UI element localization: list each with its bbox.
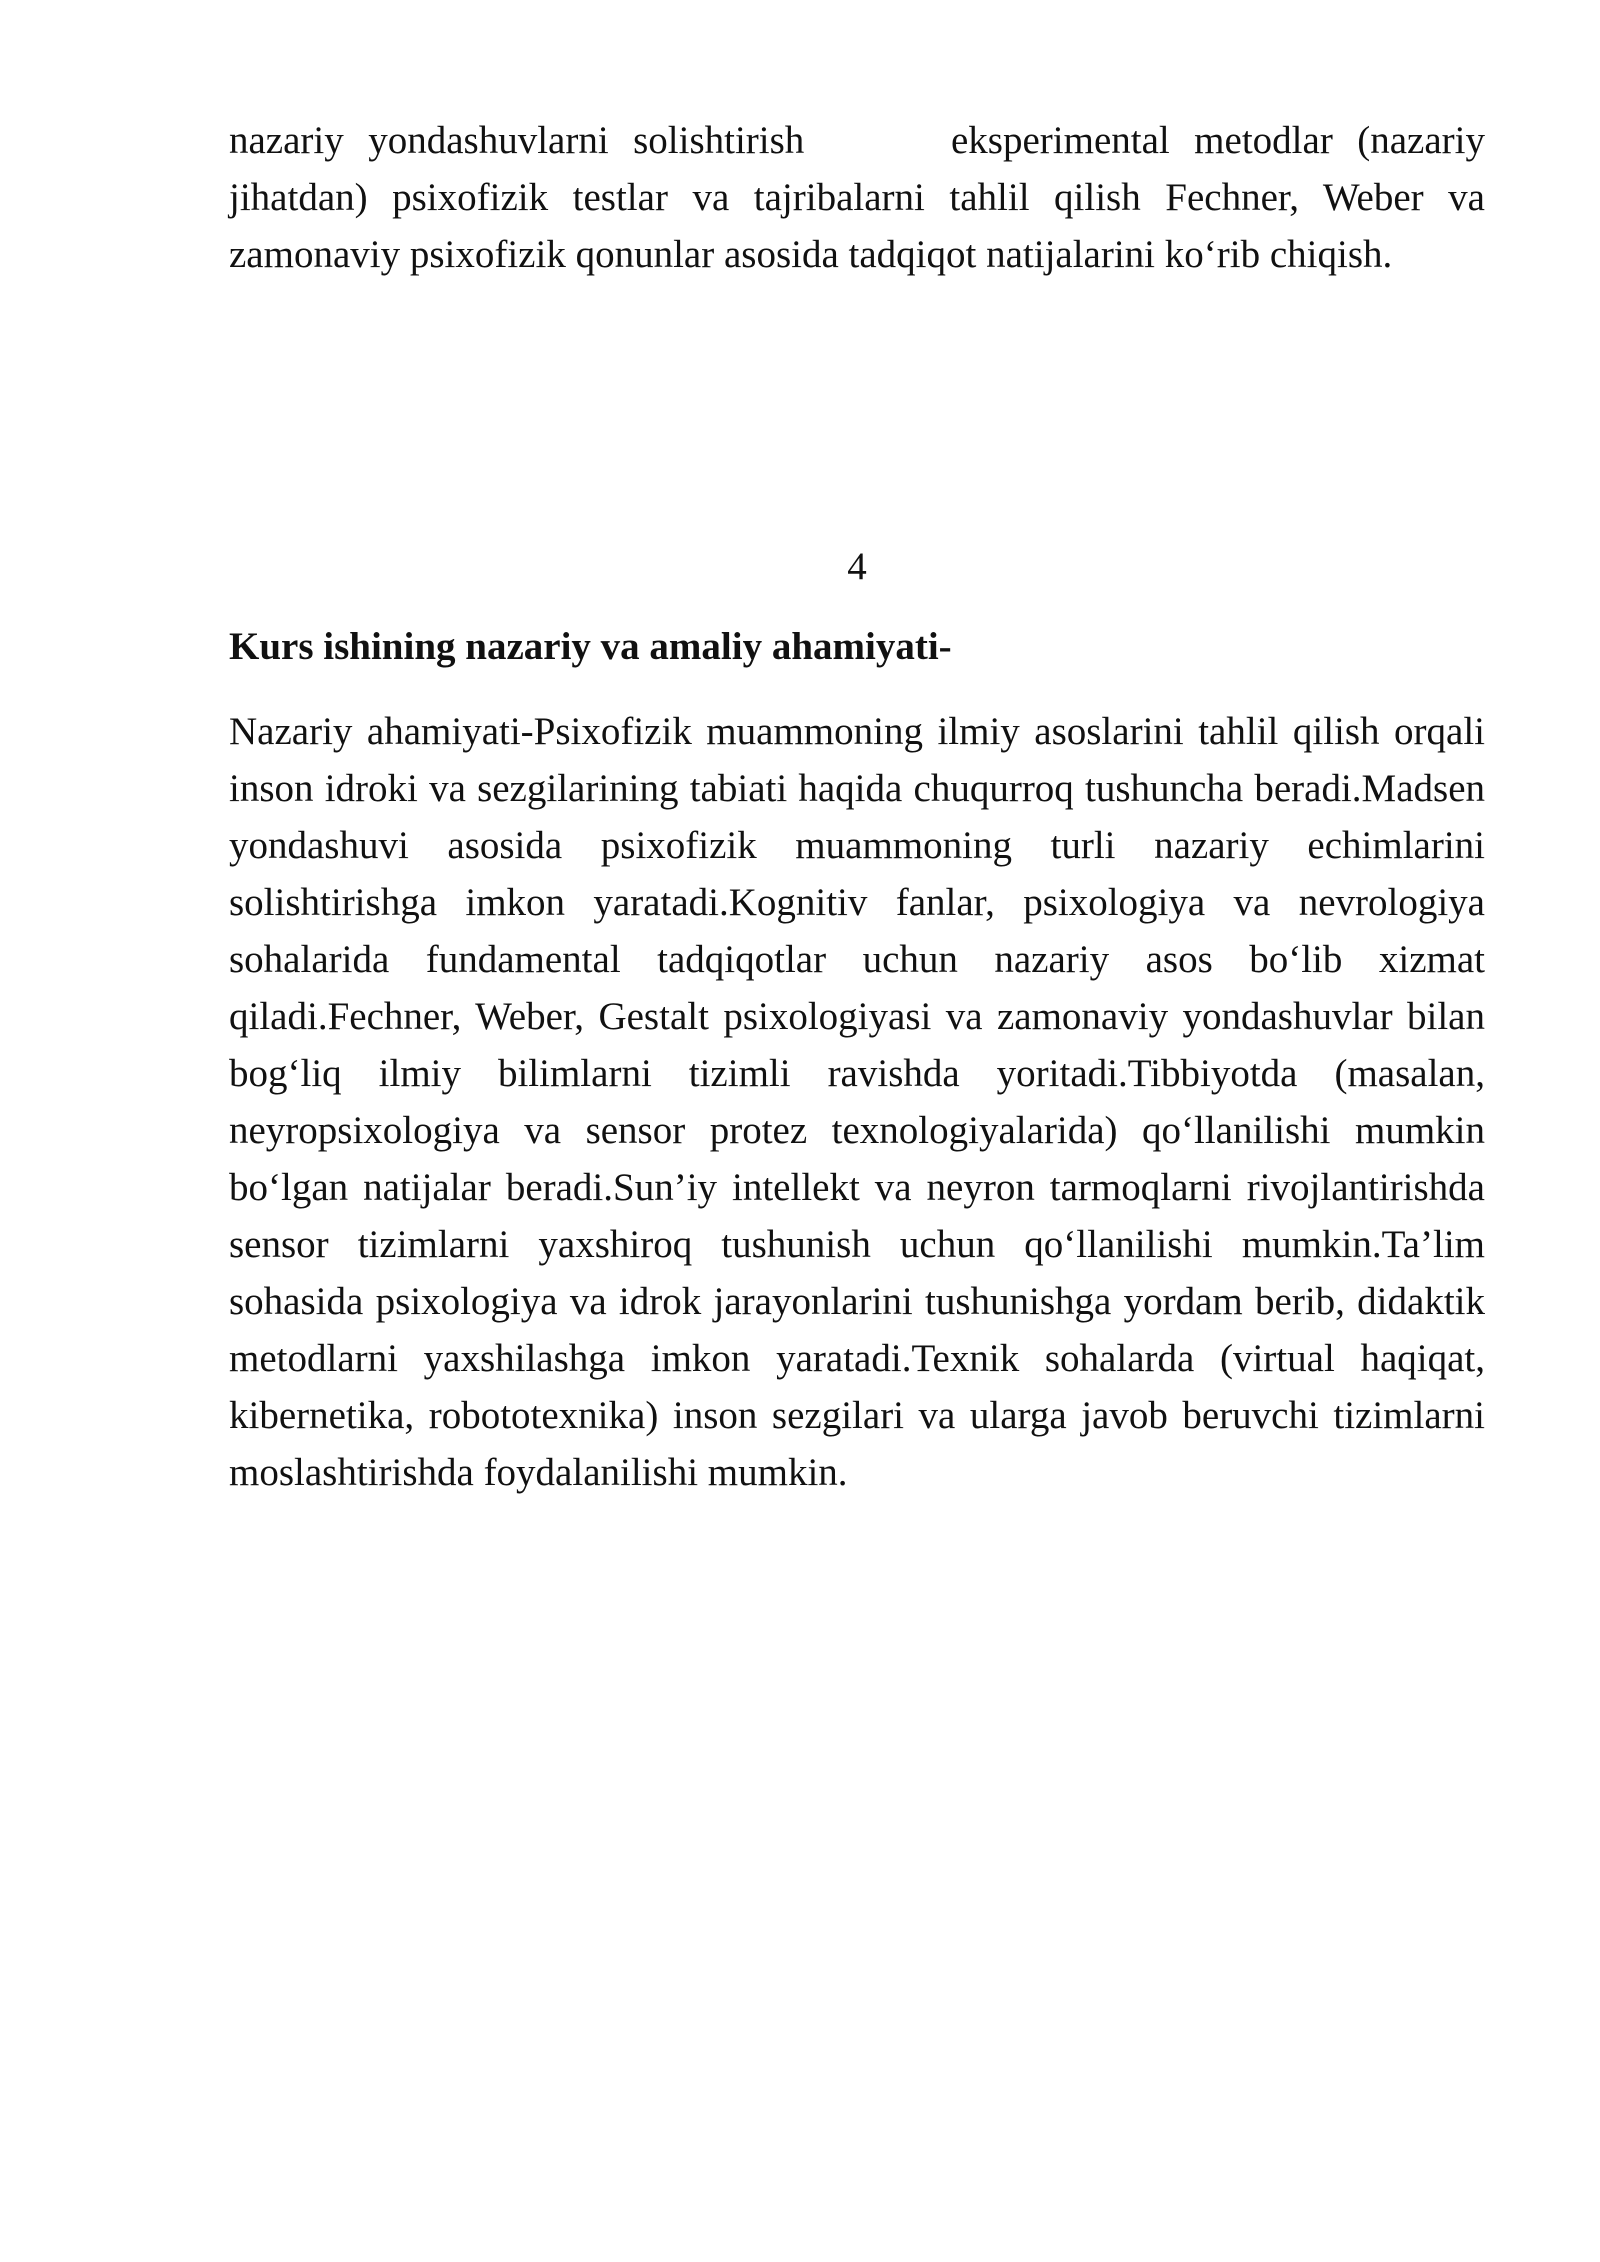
body-paragraph: Nazariy ahamiyati-Psixofizik muammoning ilmiy asoslarini tahlil qilish orqali inson idroki va sezgilarining tabiati haqida chuqurroq tushuncha beradi.Madsen yondashuvi asosida psixofizik muammoning turli nazariy echimlarini solishtirishga imkon yaratadi.Kognitiv fanlar, psixologiya va nevrologiya sohalarida fundamental tadqiqotlar uchun nazariy asos bo‘lib xizmat qiladi.Fechner, Weber, Gestalt psixologiyasi va zamonaviy yondashuvlar bilan bog‘liq ilmiy bilimlarni tizimli ravishda yoritadi.Tibbiyotda (masalan, neyropsixologiya va sensor protez texnologiyalarida) qo‘llanilishi mumkin bo‘lgan natijalar beradi.Sun’iy intellekt va neyron tarmoqlarni rivojlantirishda sensor tizimlarni yaxshiroq tushunish uchun qo‘llanilishi mumkin.Ta’lim sohasida psixologiya va idrok jarayonlarini tushunishga yordam berib, didaktik metodlarni yaxshilashga imkon yaratadi.Texnik sohalarda (virtual haqiqat, kibernetika, robototexnika) inson sezgilari va ularga javob beruvchi tizimlarni moslashtirishda foydalanilishi mumkin. xyxy=(229,710,1485,1494)
page-number: 4 xyxy=(847,545,867,588)
section-heading: Kurs ishining nazariy va amaliy ahamiyati- xyxy=(229,625,952,668)
continued-paragraph: nazariy yondashuvlarni solishtirish eksperimental metodlar (nazariy jihatdan) psixofizik testlar va tajribalarni tahlil qilish Fechner, Weber va zamonaviy psixofizik qonunlar asosida tadqiqot natijalarini ko‘rib chiqish. xyxy=(229,119,1485,276)
